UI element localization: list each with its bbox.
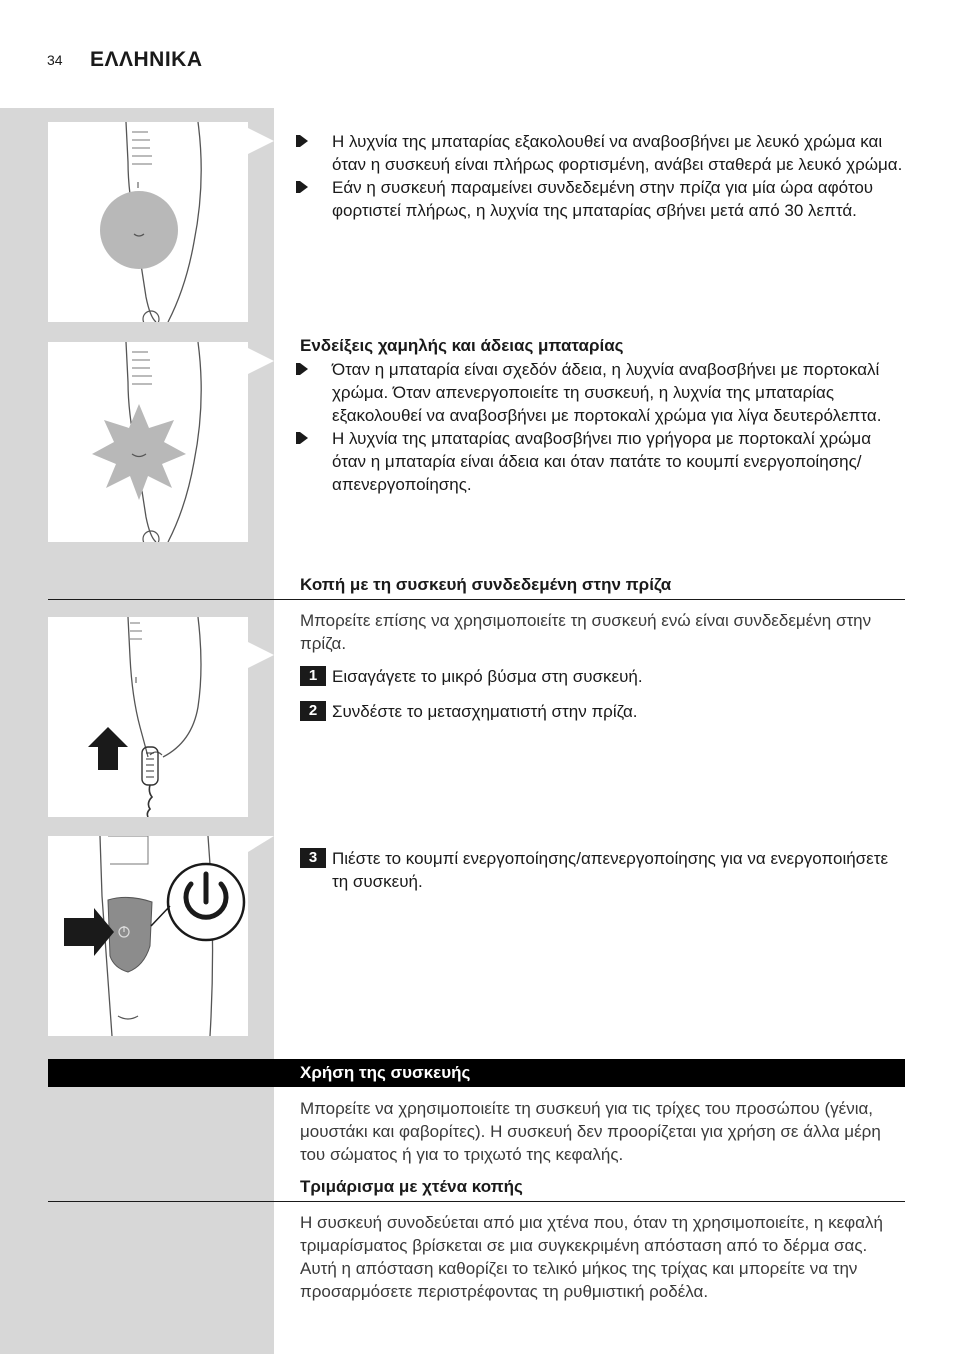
panel-pointer: [248, 836, 274, 852]
step-text: Εισαγάγετε το μικρό βύσμα στη συσκευή.: [332, 667, 643, 686]
panel-pointer: [248, 642, 274, 668]
bullet-item: [300, 176, 905, 222]
bullet-text: Η λυχνία της μπαταρίας αναβοσβήνει πιο γρήγορα με πορτοκαλί χρώμα όταν η μπαταρία είναι άδεια και όταν πατάτε το κουμπί ενεργοποίησης/απενεργοποίησης.: [332, 429, 872, 494]
step-number: 3: [300, 848, 326, 868]
power-button-icon: [48, 836, 248, 1036]
bullet-item: [300, 427, 905, 496]
section-title-using-appliance: Χρήση της συσκευής: [300, 1063, 471, 1082]
section-divider: [48, 1201, 905, 1202]
section-title-bar: [48, 1059, 905, 1087]
section-battery-full: [300, 130, 905, 222]
section-low-battery: [300, 358, 905, 496]
step-text: Συνδέστε το μετασχηματιστή στην πρίζα.: [332, 702, 638, 721]
heading-trimming-comb: Τριμάρισμα με χτένα κοπής: [300, 1177, 523, 1196]
heading-corded-use: Κοπή με τη συσκευή συνδεδεμένη στην πρίζα: [300, 575, 672, 594]
illustration-led-glow: [48, 122, 248, 322]
bullet-icon: [300, 432, 308, 444]
trimmer-led-flash-icon: [48, 342, 248, 542]
step-item: [300, 847, 905, 893]
bullet-icon: [300, 181, 308, 193]
step-number: 1: [300, 666, 326, 686]
step-text: Πιέστε το κουμπί ενεργοποίησης/απενεργοποίησης για να ενεργοποιήσετε τη συσκευή.: [332, 849, 889, 891]
using-intro: Μπορείτε να χρησιμοποιείτε τη συσκευή για τις τρίχες του προσώπου (γένια, μουστάκι και φαβορίτες). Η συσκευή δεν προορίζεται για χρήση σε άλλα μέρη του σώματος ή για το τριχωτό της κεφαλής.: [300, 1099, 881, 1164]
panel-pointer: [248, 128, 274, 154]
step-item: [300, 700, 905, 723]
trimmer-led-glow-icon: [48, 122, 248, 322]
bullet-text: Εάν η συσκευή παραμείνει συνδεδεμένη στην πρίζα για μία ώρα αφότου φορτιστεί πλήρως, η λυχνία της μπαταρίας σβήνει μετά από 30 λεπτά.: [332, 178, 874, 220]
step-item: [300, 665, 905, 688]
section-divider: [48, 599, 905, 600]
step-number: 2: [300, 701, 326, 721]
bullet-icon: [300, 363, 308, 375]
bullet-text: Η λυχνία της μπαταρίας εξακολουθεί να αναβοσβήνει με λευκό χρώμα και όταν η συσκευή είναι πλήρως φορτισμένη, ανάβει σταθερά με λευκό χρώμα.: [332, 132, 903, 174]
corded-intro: Μπορείτε επίσης να χρησιμοποιείτε τη συσκευή ενώ είναι συνδεδεμένη στην πρίζα.: [300, 611, 872, 653]
bullet-icon: [300, 135, 308, 147]
illustration-led-flash: [48, 342, 248, 542]
bullet-text: Όταν η μπαταρία είναι σχεδόν άδεια, η λυχνία αναβοσβήνει με πορτοκαλί χρώμα. Όταν απενεργοποιείτε τη συσκευή, η λυχνία της μπαταρίας εξακολουθεί να αναβοσβήνει με πορτοκαλί χρώμα για λίγα δευτερόλεπτα.: [332, 360, 882, 425]
bullet-item: [300, 358, 905, 427]
illustration-plug-insert: [48, 617, 248, 817]
illustration-power-button: [48, 836, 248, 1036]
trimming-body: Η συσκευή συνοδεύεται από μια χτένα που, όταν τη χρησιμοποιείτε, η κεφαλή τριμαρίσματος βρίσκεται σε μια συγκεκριμένη απόσταση από το δέρμα σας. Αυτή η απόσταση καθορίζει το τελικό μήκος της τρίχας και μπορείτε να την προσαρμόσετε περιστρέφοντας τη ρυθμιστική ροδέλα.: [300, 1213, 883, 1301]
panel-pointer: [248, 348, 274, 374]
page-number: 34: [47, 52, 63, 68]
heading-low-battery: Ενδείξεις χαμηλής και άδειας μπαταρίας: [300, 336, 624, 355]
bullet-item: [300, 130, 905, 176]
plug-up-arrow-icon: [48, 617, 248, 817]
language-title: ΕΛΛΗΝΙΚΑ: [90, 48, 203, 71]
